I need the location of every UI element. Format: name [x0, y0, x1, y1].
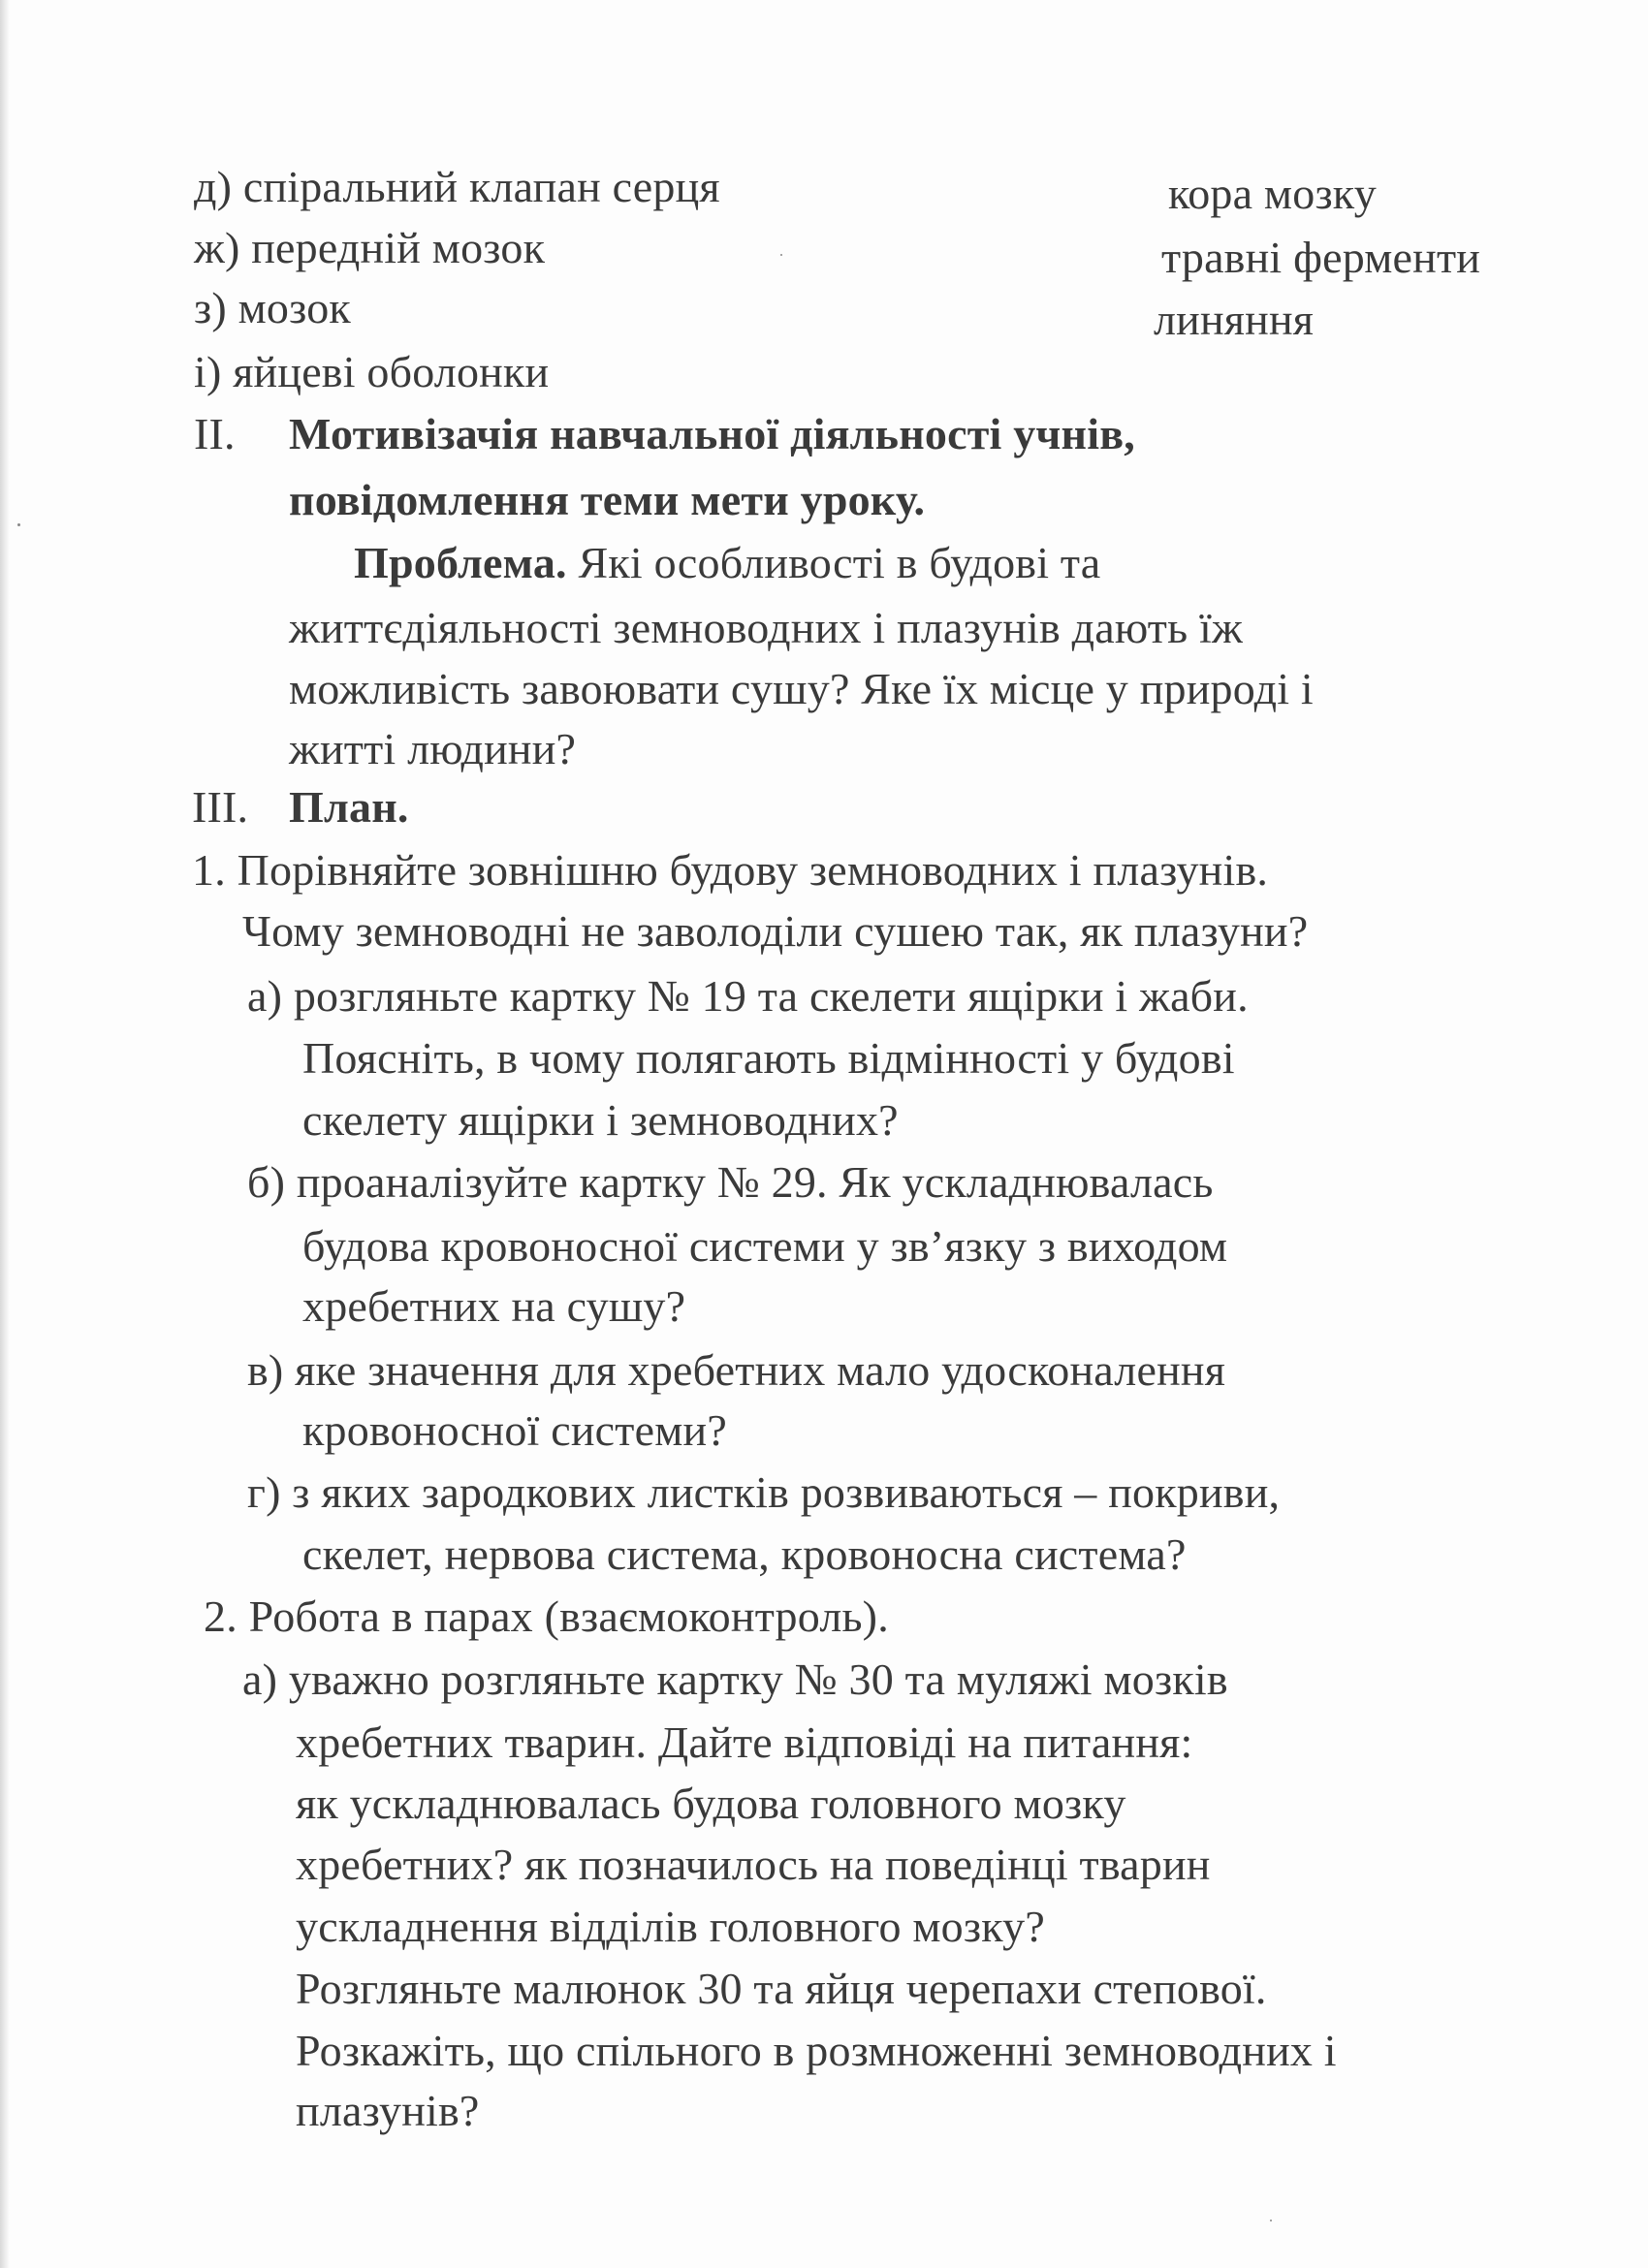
matching-left-item: з) мозок	[194, 283, 351, 332]
subitem-line: будова кровоносної системи у зв’язку з виходом	[302, 1221, 1228, 1271]
problem-text-line: житті людини?	[289, 724, 577, 773]
subitem-line: Розгляньте малюнок 30 та яйця черепахи степової.	[296, 1964, 1267, 2013]
matching-left-item: ж) передній мозок	[194, 223, 546, 272]
plan-item: 2. Робота в парах (взаємоконтроль).	[204, 1591, 889, 1641]
matching-left-item: д) спіральний клапан серця	[194, 162, 720, 211]
matching-right-item: линяння	[1154, 295, 1315, 344]
subitem-line: ускладнення відділів головного мозку?	[296, 1902, 1045, 1951]
problem-paragraph	[354, 536, 1100, 590]
subitem-line: кровоносної системи?	[302, 1405, 727, 1455]
matching-right-item: кора мозку	[1168, 169, 1377, 218]
section-numeral: III.	[192, 782, 249, 832]
subitem-line: хребетних тварин. Дайте відповіді на питання:	[296, 1717, 1193, 1767]
subitem-line: плазунів?	[296, 2086, 480, 2135]
section-heading: Мотивізачія навчальної діяльності учнів,	[289, 409, 1135, 458]
subitem: г) з яких зародкових листків розвиваються – покриви,	[247, 1467, 1281, 1517]
problem-text-line: життєдіяльності земноводних і плазунів дають їж	[289, 603, 1243, 652]
section-heading: План.	[289, 782, 409, 832]
section-heading: повідомлення теми мети уроку.	[289, 475, 926, 524]
subitem-line: як ускладнювалась будова головного мозку	[296, 1779, 1126, 1828]
subitem: а) розгляньте картку № 19 та скелети ящірки і жаби.	[247, 971, 1249, 1021]
scan-speck	[1270, 2220, 1272, 2221]
subitem-line: хребетних на сушу?	[302, 1281, 686, 1331]
subitem: б) проаналізуйте картку № 29. Як ускладнювалась	[247, 1157, 1214, 1207]
subitem: в) яке значення для хребетних мало удосконалення	[247, 1345, 1226, 1395]
scan-speck	[780, 254, 782, 256]
subitem-line: скелету ящірки і земноводних?	[302, 1095, 899, 1145]
matching-right-item: травні ферменти	[1161, 233, 1481, 282]
subitem-line: Розкажіть, що спільного в розмноженні земноводних і	[296, 2026, 1337, 2075]
subitem: а) уважно розгляньте картку № 30 та муляжі мозків	[242, 1654, 1228, 1704]
problem-text: Які особливості в будові та	[578, 538, 1101, 587]
problem-text-line: можливість завоювати сушу? Яке їх місце у природі і	[289, 664, 1314, 713]
matching-left-item: і) яйцеві оболонки	[194, 347, 550, 396]
plan-item-line: Чому земноводні не заволоділи сушею так, як плазуни?	[242, 906, 1309, 956]
scan-speck	[17, 523, 20, 526]
subitem-line: хребетних? як позначилось на поведінці тварин	[296, 1840, 1211, 1889]
scan-edge-shadow	[0, 0, 10, 2268]
subitem-line: скелет, нервова система, кровоносна система?	[302, 1529, 1187, 1579]
subitem-line: Поясніть, в чому полягають відмінності у будові	[302, 1033, 1235, 1083]
plan-item: 1. Порівняйте зовнішню будову земноводних і плазунів.	[192, 845, 1269, 895]
problem-label: Проблема.	[354, 538, 567, 587]
section-numeral: II.	[194, 409, 236, 458]
